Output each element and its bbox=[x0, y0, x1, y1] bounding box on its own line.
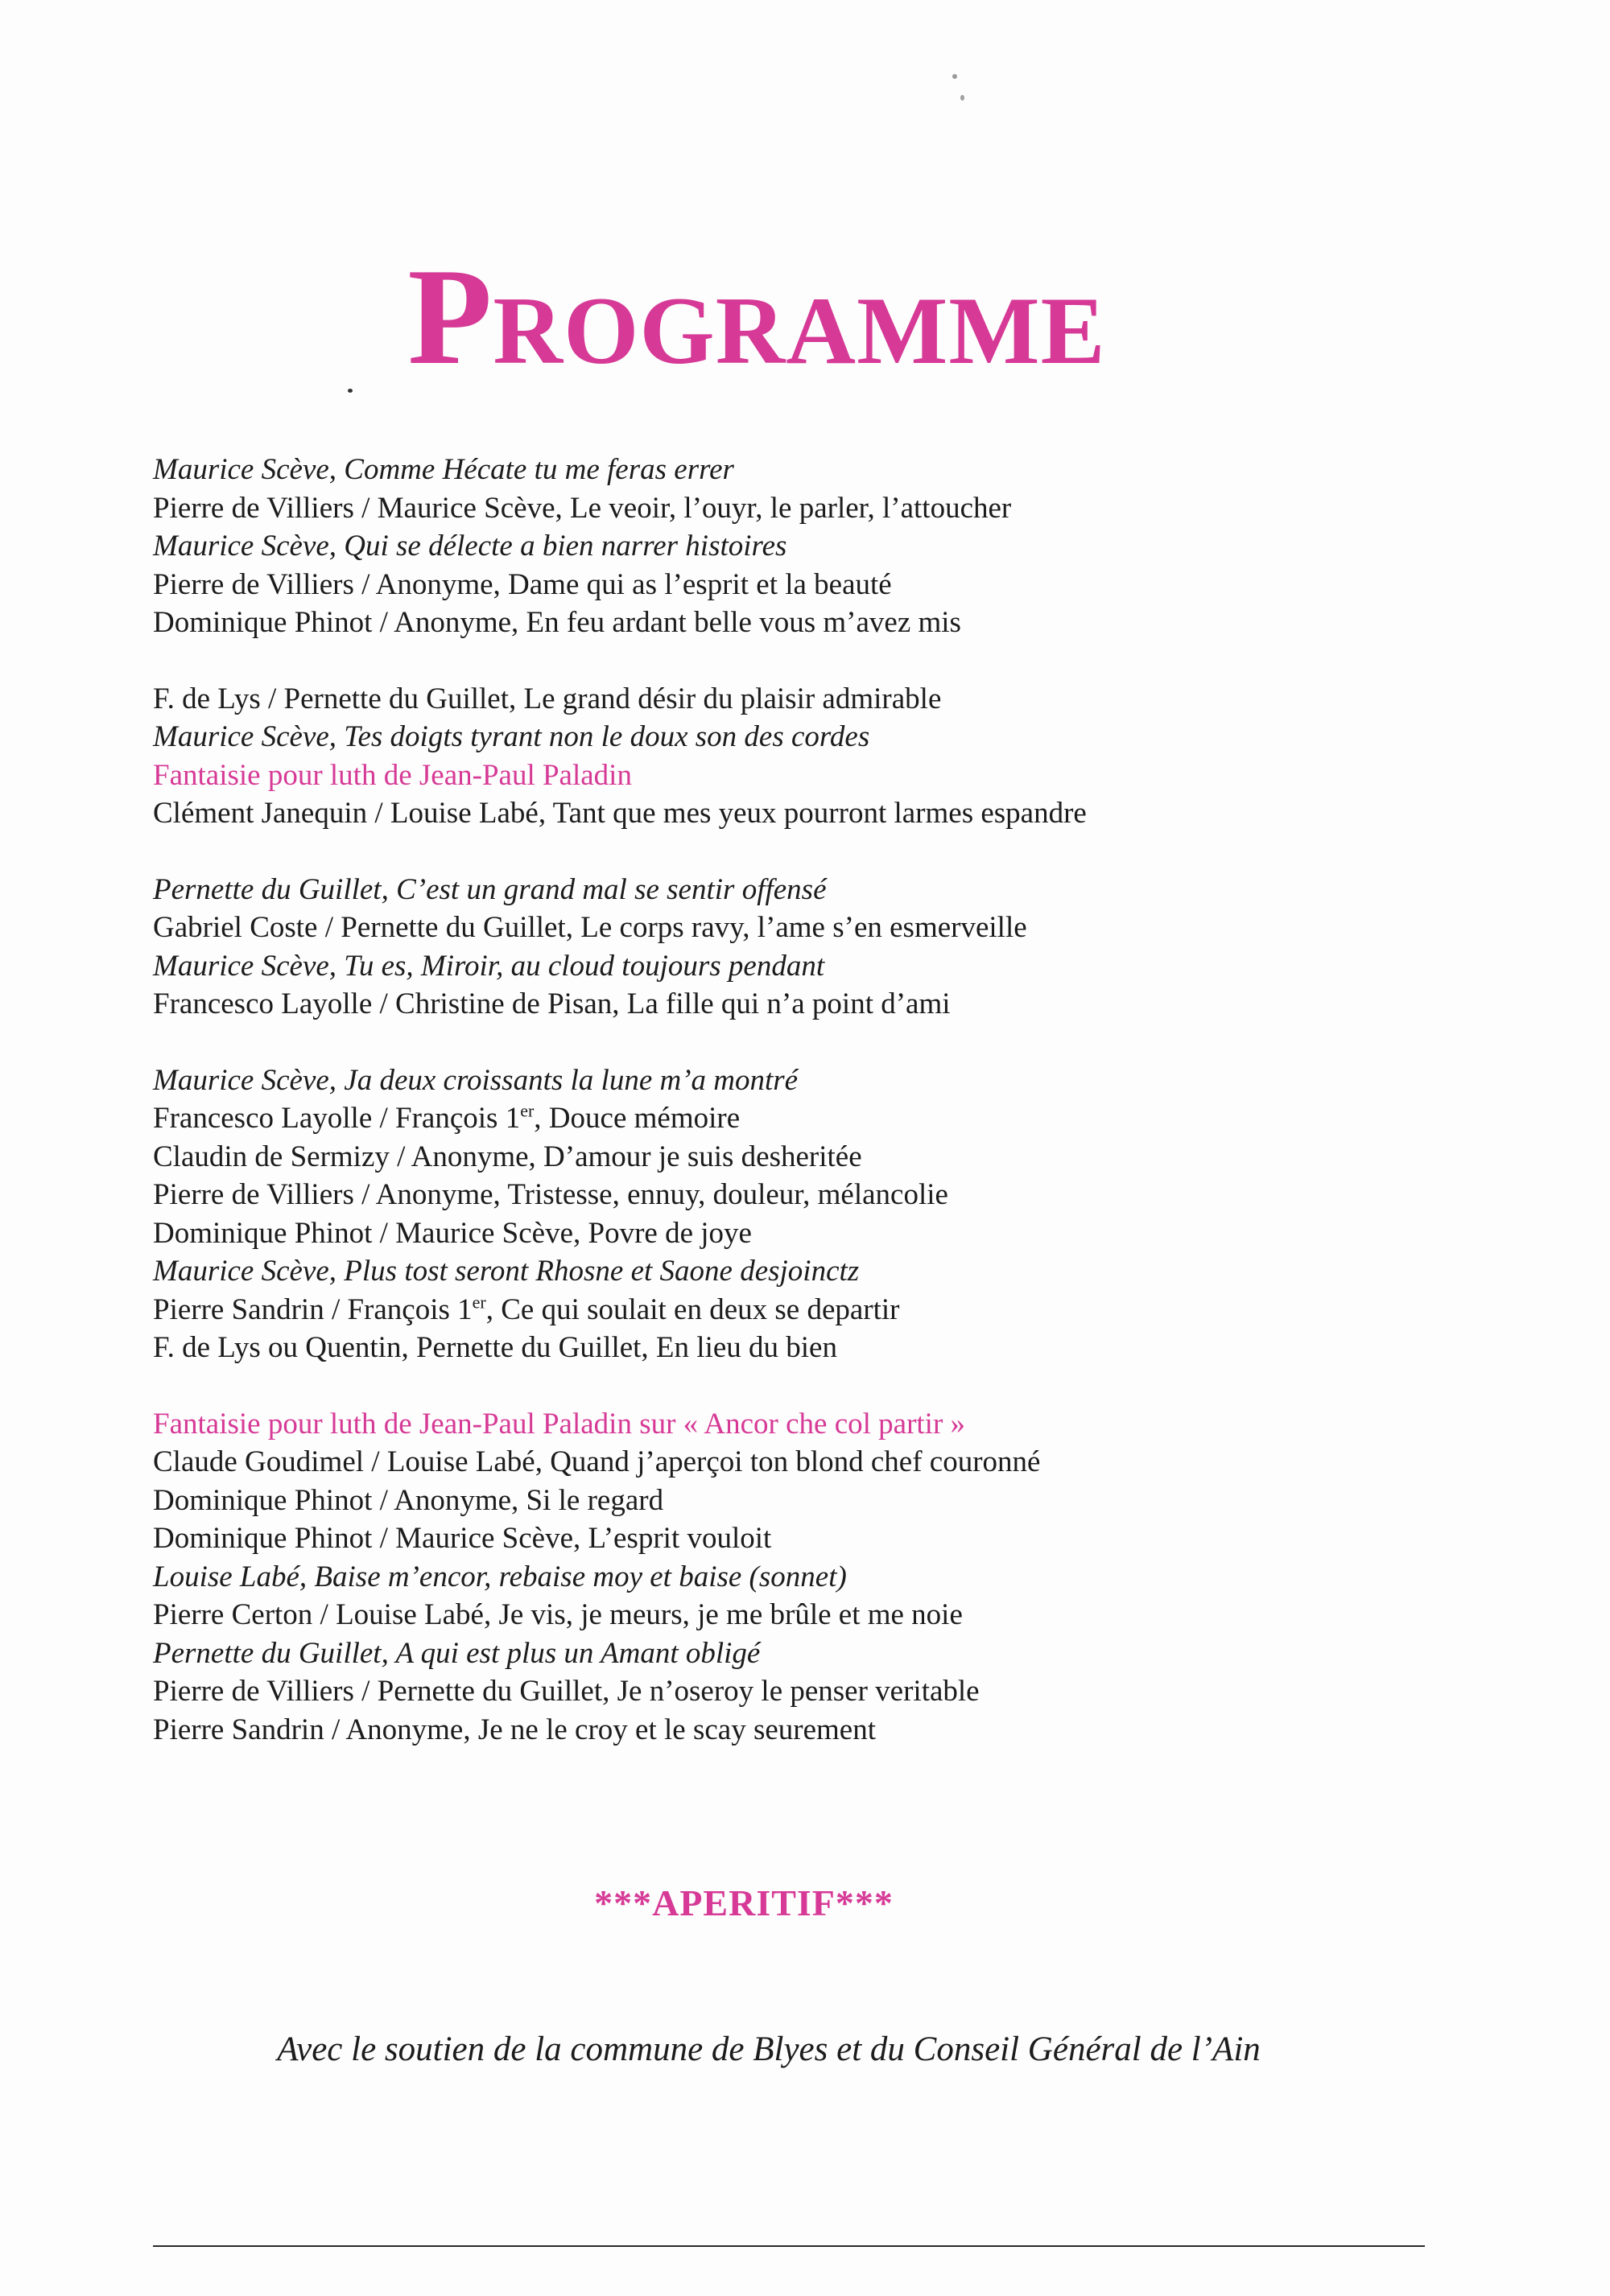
program-line bbox=[153, 718, 1521, 756]
program-line-text: Pierre de Villiers / Pernette du Guillet, Je n’oseroy le penser veritable bbox=[153, 1675, 980, 1708]
scan-speck bbox=[960, 95, 964, 101]
program-line bbox=[153, 1099, 1521, 1138]
program-line-text: Claude Goudimel / Louise Labé, Quand j’aperçoi ton blond chef couronné bbox=[153, 1445, 1041, 1478]
program-line-text: Gabriel Coste / Pernette du Guillet, Le corps ravy, l’ame s’en esmerveille bbox=[153, 911, 1027, 944]
program-line bbox=[153, 985, 1521, 1024]
program-line bbox=[153, 451, 1521, 489]
footer-rule bbox=[153, 2245, 1425, 2247]
program-line-text: Dominique Phinot / Anonyme, En feu ardant belle vous m’avez mis bbox=[153, 606, 961, 639]
program-line bbox=[153, 909, 1521, 947]
program-group bbox=[153, 871, 1521, 1024]
program-line bbox=[153, 1558, 1521, 1597]
program-line-text: Pierre de Villiers / Anonyme, Dame qui as l’esprit et la beauté bbox=[153, 567, 892, 601]
program-line bbox=[153, 1634, 1521, 1673]
title-rest: ROGRAMME bbox=[493, 277, 1106, 385]
scan-speck bbox=[952, 74, 957, 79]
program-group bbox=[153, 1405, 1521, 1750]
program-line-text: Maurice Scève, Qui se délecte a bien narrer histoires bbox=[153, 530, 787, 563]
title-first-letter: P bbox=[407, 241, 493, 394]
program-line-text: Pierre Sandrin / François 1 bbox=[153, 1292, 473, 1326]
program-line-text: Maurice Scève, Tu es, Miroir, au cloud toujours pendant bbox=[153, 949, 825, 983]
program-line-text: F. de Lys ou Quentin, Pernette du Guillet, En lieu du bien bbox=[153, 1331, 837, 1364]
program-line-text: Maurice Scève, Plus tost seront Rhosne et Saone desjoinctz bbox=[153, 1255, 860, 1288]
program-line bbox=[153, 489, 1521, 528]
program-line bbox=[153, 1214, 1521, 1253]
program-line bbox=[153, 1138, 1521, 1177]
program-line-text: Pierre Certon / Louise Labé, Je vis, je meurs, je me brûle et me noie bbox=[153, 1598, 963, 1631]
program-line-text: Francesco Layolle / Christine de Pisan, La fille qui n’a point d’ami bbox=[153, 987, 951, 1020]
program-line-text: Pierre de Villiers / Maurice Scève, Le veoir, l’ouyr, le parler, l’attoucher bbox=[153, 491, 1012, 525]
program-line-text: Dominique Phinot / Anonyme, Si le regard bbox=[153, 1483, 664, 1517]
program-line bbox=[153, 680, 1521, 719]
program-line-text: Francesco Layolle / François 1 bbox=[153, 1102, 521, 1135]
program-line bbox=[153, 1596, 1521, 1634]
program-line bbox=[153, 604, 1521, 642]
program-group bbox=[153, 1061, 1521, 1367]
program-line-text: Pernette du Guillet, C’est un grand mal se sentir offensé bbox=[153, 872, 827, 906]
program-line bbox=[153, 566, 1521, 604]
ordinal-superscript: er bbox=[472, 1292, 486, 1313]
page-title bbox=[0, 241, 1513, 394]
program-line bbox=[153, 1672, 1521, 1711]
program-line bbox=[153, 527, 1521, 566]
program-line-text: Pierre de Villiers / Anonyme, Tristesse, ennuy, douleur, mélancolie bbox=[153, 1178, 948, 1211]
program-line bbox=[153, 1711, 1521, 1750]
program-group bbox=[153, 680, 1521, 833]
program-line bbox=[153, 947, 1521, 986]
ordinal-superscript: er bbox=[520, 1100, 535, 1121]
program-line-text: Pernette du Guillet, A qui est plus un Amant obligé bbox=[153, 1636, 761, 1670]
program-line bbox=[153, 756, 1521, 795]
support-credit: Avec le soutien de la commune de Blyes et du Conseil Général de l’Ain bbox=[277, 2030, 1261, 2068]
program-line-text: Fantaisie pour luth de Jean-Paul Paladin bbox=[153, 758, 632, 792]
scan-speck bbox=[348, 389, 353, 393]
program-line bbox=[153, 1291, 1521, 1329]
program-line-text: Maurice Scève, Ja deux croissants la lune m’a montré bbox=[153, 1063, 799, 1097]
program-group bbox=[153, 451, 1521, 642]
program-line-text: Pierre Sandrin / Anonyme, Je ne le croy et le scay seurement bbox=[153, 1713, 876, 1746]
program-line bbox=[153, 1519, 1521, 1558]
program-line bbox=[153, 1176, 1521, 1214]
program-line-text: Maurice Scève, Comme Hécate tu me feras errer bbox=[153, 453, 734, 486]
program-list bbox=[153, 451, 1521, 1787]
program-line bbox=[153, 1252, 1521, 1291]
program-line bbox=[153, 1405, 1521, 1444]
program-line-text-after: , Douce mémoire bbox=[534, 1102, 741, 1135]
program-line-text: Fantaisie pour luth de Jean-Paul Paladin sur « Ancor che col partir » bbox=[153, 1407, 966, 1441]
program-line-text: Claudin de Sermizy / Anonyme, D’amour je suis desheritée bbox=[153, 1140, 862, 1173]
aperitif-heading: ***APERITIF*** bbox=[594, 1882, 894, 1923]
program-line bbox=[153, 1061, 1521, 1100]
program-line-text: Maurice Scève, Tes doigts tyrant non le doux son des cordes bbox=[153, 720, 870, 753]
program-line bbox=[153, 794, 1521, 833]
program-line-text: F. de Lys / Pernette du Guillet, Le grand désir du plaisir admirable bbox=[153, 682, 942, 715]
program-line bbox=[153, 1443, 1521, 1482]
program-line bbox=[153, 1482, 1521, 1520]
program-line-text: Dominique Phinot / Maurice Scève, Povre de joye bbox=[153, 1216, 752, 1250]
program-line-text: Dominique Phinot / Maurice Scève, L’esprit vouloit bbox=[153, 1522, 772, 1555]
program-line-text: Louise Labé, Baise m’encor, rebaise moy et baise (sonnet) bbox=[153, 1560, 847, 1593]
program-line-text-after: , Ce qui soulait en deux se departir bbox=[485, 1292, 900, 1326]
program-line-text: Clément Janequin / Louise Labé, Tant que mes yeux pourront larmes espandre bbox=[153, 797, 1087, 830]
program-line bbox=[153, 1329, 1521, 1367]
program-line bbox=[153, 871, 1521, 909]
